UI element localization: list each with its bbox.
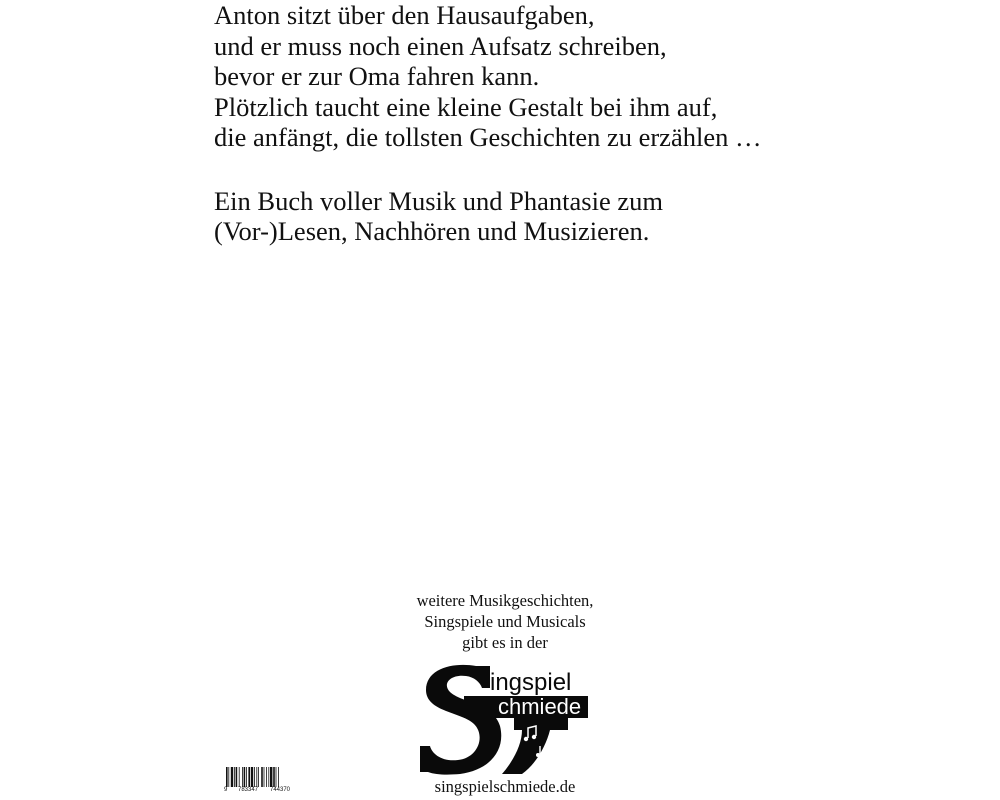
barcode-bar bbox=[251, 767, 253, 787]
blurb-line: Plötzlich taucht eine kleine Gestalt bei ihm auf, bbox=[214, 91, 718, 122]
barcode-bar bbox=[266, 767, 267, 787]
barcode-bar bbox=[248, 767, 250, 787]
barcode-bar bbox=[226, 767, 228, 787]
barcode-bar bbox=[268, 767, 269, 787]
barcode-bar bbox=[244, 767, 246, 787]
logo-word-ingspiel: ingspiel bbox=[490, 669, 572, 696]
barcode-bar bbox=[246, 767, 247, 787]
barcode-bar bbox=[242, 767, 243, 787]
promo-line: gibt es in der bbox=[462, 633, 548, 652]
barcode-bar bbox=[234, 767, 235, 787]
barcode-bar bbox=[254, 767, 255, 787]
publisher-url: singspielschmiede.de bbox=[434, 777, 576, 796]
paragraph-gap bbox=[214, 153, 934, 186]
barcode-bar bbox=[239, 767, 240, 787]
barcode-bar bbox=[231, 767, 233, 787]
blurb-line: Anton sitzt über den Hausaufgaben, bbox=[214, 0, 595, 30]
promo-line: weitere Musikgeschichten, bbox=[416, 591, 594, 610]
promo-line: Singspiele und Musicals bbox=[424, 612, 586, 631]
publisher-promo bbox=[360, 590, 650, 653]
blurb-line: und er muss noch einen Aufsatz schreiben, bbox=[214, 30, 667, 61]
barcode-digits-left: 783347 bbox=[238, 787, 259, 793]
barcode-digit: 9 bbox=[224, 787, 228, 793]
barcode-bar bbox=[256, 767, 257, 787]
barcode-bar bbox=[273, 767, 275, 787]
barcode-bar bbox=[261, 767, 263, 787]
blurb-line: (Vor-)Lesen, Nachhören und Musizieren. bbox=[214, 216, 650, 246]
barcode-bar bbox=[264, 767, 265, 787]
singspielschmiede-logo-icon bbox=[418, 660, 590, 775]
barcode-icon bbox=[224, 767, 304, 797]
logo-word-chmiede: chmiede bbox=[498, 694, 582, 719]
barcode-bar bbox=[278, 767, 279, 787]
barcode-bar bbox=[258, 767, 259, 787]
barcode-bar bbox=[228, 767, 229, 787]
barcode-digits-right: 744370 bbox=[270, 787, 291, 793]
blurb-line: die anfängt, die tollsten Geschichten zu erzählen … bbox=[214, 122, 762, 152]
blurb-line: bevor er zur Oma fahren kann. bbox=[214, 61, 540, 91]
back-cover-blurb bbox=[214, 0, 934, 247]
blurb-line: Ein Buch voller Musik und Phantasie zum bbox=[214, 185, 663, 216]
barcode-bar bbox=[270, 767, 272, 787]
barcode-bar bbox=[276, 767, 277, 787]
barcode-bar bbox=[236, 767, 238, 787]
